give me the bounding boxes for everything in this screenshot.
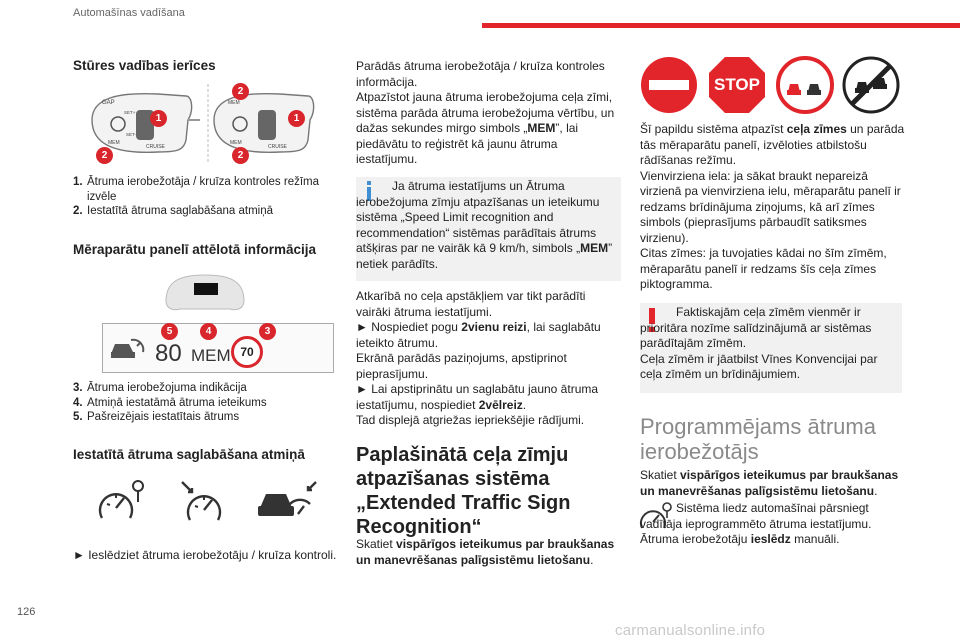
paragraph: Ekrānā parādās paziņojums, apstiprinot pieprasījumu. [356,351,567,381]
paragraph-enable: ► Ieslēdziet ātruma ierobežotāju / kruīza kontroli. [73,548,337,562]
column-1 [73,58,338,74]
gap-label: GAP [102,100,115,106]
stalk-left [92,94,200,153]
cruise-label-left: CRUISE [146,144,165,150]
callout-badge-1-left: 1 [150,110,167,127]
paragraph: Citas zīmes: ja tuvojaties kādai no šīm zīmēm, mēraparātu panelī ir redzams šīs ceļa zīmes piktogramma. [640,246,887,291]
paragraph: Atkarībā no ceļa apstākļiem var tikt parādīti vairāki ātruma iestatījumi. [356,289,586,319]
section-heading-panel: Mēraparātu panelī attēlotā informācija [73,242,317,257]
mem-indicator: MEM [191,346,231,365]
end-no-overtaking-sign-icon [842,56,900,114]
page-number: 126 [17,606,36,618]
road-signs-row [640,56,900,118]
current-speed: 80 [155,340,182,367]
reference-paragraph: Skatiet vispārīgos ieteikumus par braukšanas un manevrēšanas palīgsistēmu lietošanu. [356,537,615,567]
callout-badge-3: 3 [259,323,276,340]
stop-sign-text: STOP [714,75,760,94]
paragraph: Šī papildu sistēma atpazīst ceļa zīmes un parāda tās mēraparātu panelī, izvēloties atbilstošu rādīšanas režīmu. [640,122,905,167]
warning-note [640,303,902,393]
cruise-control-icon [180,478,230,524]
list-item: 2. Iestatītā ātruma saglabāšana atmiņā [73,205,274,217]
mem-label-right: MEM [230,140,242,146]
section-heading-extended: Paplašinātā ceļa zīmju atpazīšanas sistēma „Extended Traffic Sign Recognition“ [356,444,571,538]
running-header: Automašīnas vadīšana [73,7,185,19]
steering-controls-illustration [88,80,328,166]
callout-badge-4: 4 [200,323,217,340]
callout-badge-1-right: 1 [288,110,305,127]
mem-label-left: MEM [108,140,120,146]
column-2 [356,59,621,168]
callout-badge-2-left: 2 [96,147,113,164]
section-heading-controls: Stūres vadības ierīces [73,58,216,73]
section-heading-programmable: Programmējams ātruma ierobežotājs [640,414,876,464]
header-accent-bar [482,23,960,28]
callout-badge-2-right: 2 [232,147,249,164]
paragraph: Sistēma liedz automašīnai pārsniegt vadītāja ieprogrammēto ātruma iestatījumu. [640,501,872,531]
list-item: 1. Ātruma ierobežotāja / kruīza kontroles režīma izvēle [73,176,320,203]
cluster-display [102,323,334,373]
paragraph: Parādās ātruma ierobežotāja / kruīza kontroles informācija. [356,59,605,89]
column-3 [640,122,905,293]
section-panel [73,242,338,257]
paragraph-system [640,501,905,548]
section-heading-save: Iestatītā ātruma saglabāšana atmiņā [73,447,305,462]
callout-badge-5: 5 [161,323,178,340]
cruise-label-right: CRUISE [268,144,287,150]
list-item: 5. Pašreizējais iestatītais ātrums [73,411,240,423]
column-2b [356,289,621,429]
list-panel [73,381,338,425]
list-item: 4. Atmiņā iestatāmā ātruma ieteikums [73,396,267,409]
paragraph: Ātruma ierobežotāju ieslēdz manuāli. [640,532,840,546]
section-extended [356,443,621,539]
column-3b [640,468,905,499]
callout-badge-2-right-top: 2 [232,83,249,100]
instrument-panel-icon [160,271,250,313]
set-minus-label-left: SET- [126,132,137,137]
note-text: Ja ātruma iestatījums un Ātruma ierobežojuma zīmju atpazīšanas un ieteikumu sistēma „Speed Limit recognition and recommendation“ sistēmas parādītais ātrums atšķiras par ne vairāk kā 9 km/h, simbols „ [356,179,600,255]
section-programmable [640,414,905,464]
set-plus-label-left: SET+ [124,110,136,115]
adaptive-cruise-icon [256,478,318,524]
paragraph: ► Nospiediet pogu 2vienu reizi, lai saglabātu ieteikto ātrumu. [356,320,601,350]
warning-text: Faktiskajām ceļa zīmēm vienmēr ir prioritāra nozīme salīdzinājumā ar sistēmas parādītajām zīmēm. Ceļa zīmēm ir jāatbilst Vīnes Konvencijai par ceļa zīmēm un brīdinājumiem. [640,305,878,381]
watermark: carmanualsonline.info [615,622,766,639]
speed-limit-sign: 70 [231,336,263,368]
no-entry-sign-icon [640,56,698,114]
reference-paragraph: Skatiet vispārīgos ieteikumus par braukšanas un manevrēšanas palīgsistēmu lietošanu. [640,468,899,498]
paragraph: Tad displejā atgriežas iepriekšējie rādījumi. [356,413,585,427]
speed-limiter-icon [96,478,146,524]
paragraph: Vienvirziena iela: ja sākat braukt nepareizā virzienā pa vienvirziena ielu, mēraparātu panelī ir redzams brīdinājuma ziņojums, kā arī zīmes simbols (pieprasījums pārbaudīt satiksmes virzienu). [640,168,901,245]
section-save [73,447,338,462]
no-overtaking-sign-icon [776,56,834,114]
paragraph: ► Lai apstiprinātu un saglabātu jauno ātruma iestatījumu, nospiediet 2vēlreiz. [356,382,599,412]
list-controls [73,175,338,219]
info-note: Ja ātruma iestatījums un Ātruma ierobežojuma zīmju atpazīšanas un ieteikumu sistēma „Speed Limit recognition and recommendation“ sistēmas parādītais ātrums atšķiras par ne vairāk kā 9 km/h, simbols „MEM” netiek parādīts. [356,177,621,281]
mem-label-right-top: MEM [228,100,240,106]
car-speed-icon [109,334,145,364]
paragraph: Atpazīstot jauna ātruma ierobežojuma ceļa zīmi, sistēma parāda ātruma ierobežojuma vērtību, un dažas sekundes mirgo simbols „MEM”, lai piedāvātu to reģistrēt kā jaunu ātruma iestatījumu. [356,90,615,166]
list-item: 3. Ātruma ierobežojuma indikācija [73,382,247,394]
